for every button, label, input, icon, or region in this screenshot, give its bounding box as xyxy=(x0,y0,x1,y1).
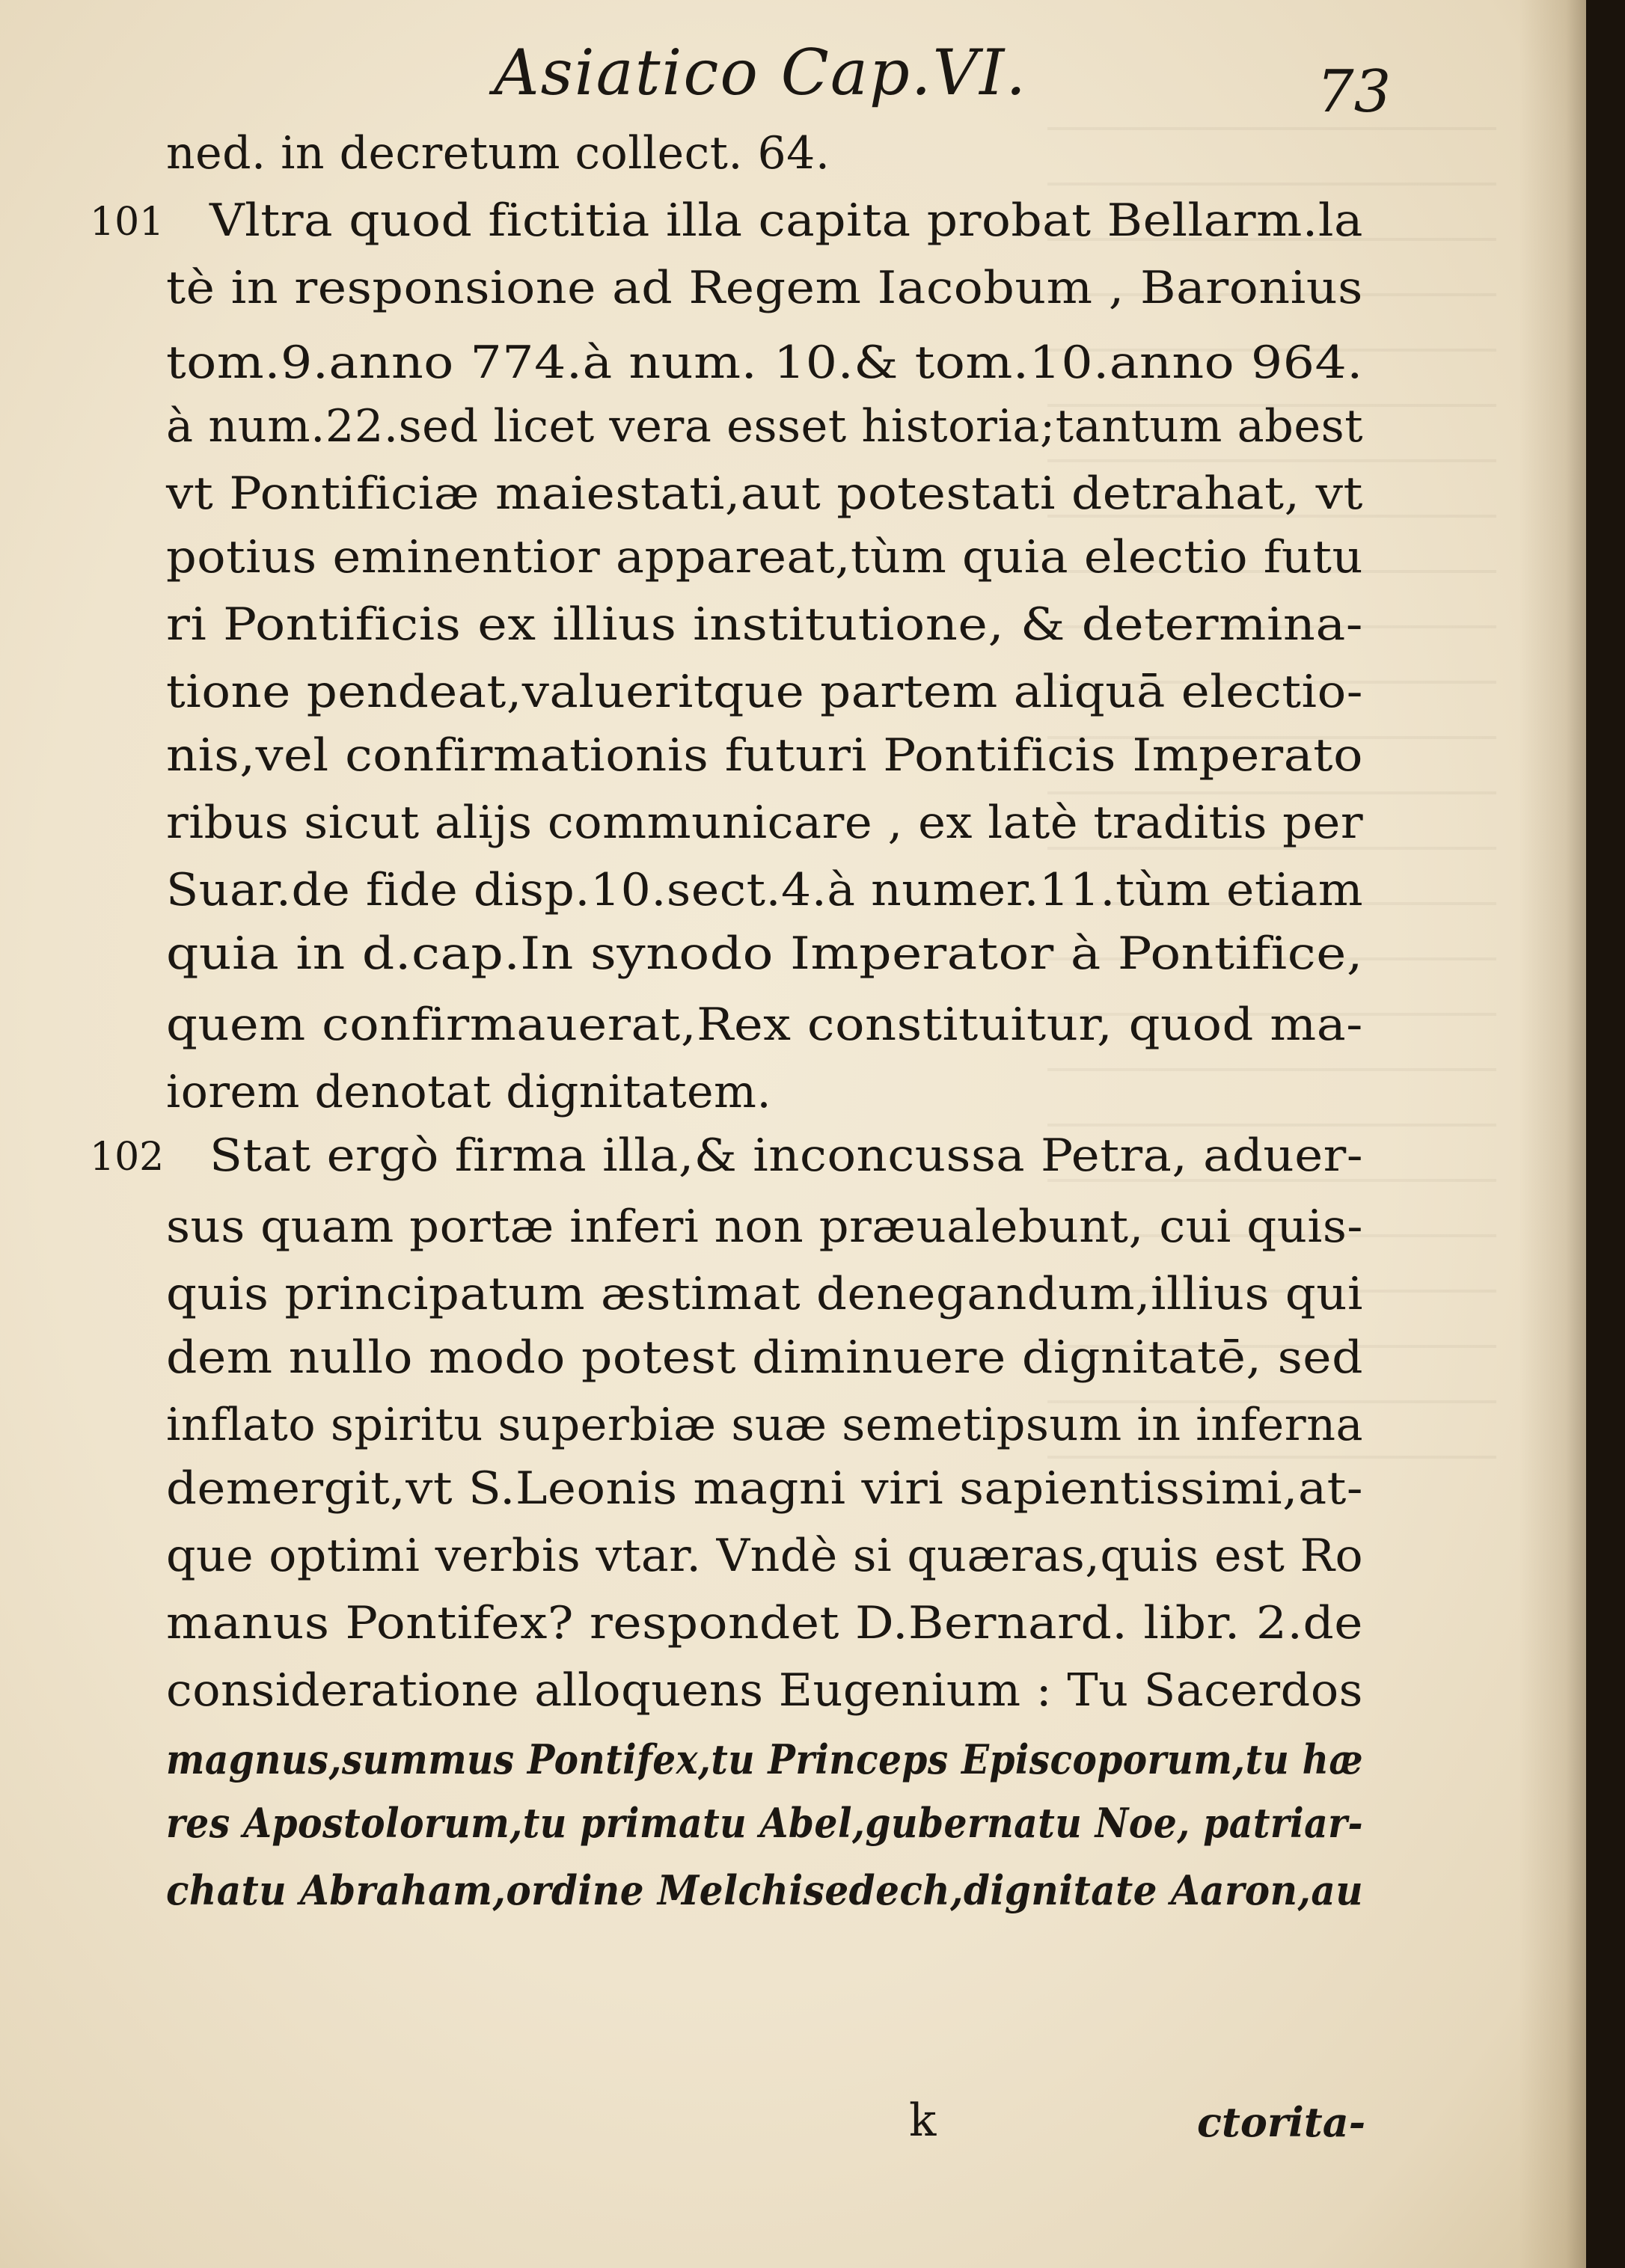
running-head: Asiatico Cap.VI. xyxy=(494,36,1028,109)
text-line: res Apostolorum,tu primatu Abel,gubernatu Noe, patriar- xyxy=(166,1799,1364,1847)
text-line: sus quam portæ inferi non præualebunt, cui quis- xyxy=(166,1201,1364,1253)
text-line: manus Pontifex? respondet D.Bernard. libr. 2.de xyxy=(166,1597,1364,1649)
signature-mark: k xyxy=(909,2094,937,2147)
catchword: ctorita- xyxy=(1197,2098,1366,2146)
text-line: Vltra quod fictitia illa capita probat Bellarm.la xyxy=(209,194,1364,247)
text-line: iorem denotat dignitatem. xyxy=(166,1066,772,1118)
text-line: dem nullo modo potest diminuere dignitatē, sed xyxy=(166,1331,1364,1384)
paragraph-number: 101 xyxy=(90,200,165,245)
text-line: ned. in decretum collect. 64. xyxy=(166,127,830,180)
page-edge-shadow xyxy=(1519,0,1586,2268)
text-line: tom.9.anno 774.à num. 10.& tom.10.anno 964. xyxy=(166,337,1363,389)
text-line: quis principatum æstimat denegandum,illius qui xyxy=(166,1268,1363,1320)
text-line: nis,vel confirmationis futuri Pontificis Imperato xyxy=(166,729,1364,782)
text-line: quia in d.cap.In synodo Imperator à Pontifice, xyxy=(166,928,1364,980)
paragraph-number: 102 xyxy=(90,1135,165,1180)
text-line: ribus sicut alijs communicare , ex latè traditis per xyxy=(166,797,1364,849)
text-line: à num.22.sed licet vera esset historia;tantum abest xyxy=(166,400,1364,453)
text-line: potius eminentior appareat,tùm quia electio futu xyxy=(166,531,1363,583)
text-line: Stat ergò firma illa,& inconcussa Petra, aduer- xyxy=(209,1130,1364,1182)
text-line: inflato spiritu superbiæ suæ semetipsum in inferna xyxy=(166,1399,1364,1451)
text-line: tione pendeat,valueritque partem aliquā electio- xyxy=(166,666,1363,718)
text-line: magnus,summus Pontifex,tu Princeps Episcoporum,tu hæ xyxy=(166,1735,1364,1783)
text-line: quem confirmauerat,Rex constituitur, quod ma- xyxy=(166,999,1363,1051)
text-line: tè in responsione ad Regem Iacobum , Baronius xyxy=(166,262,1363,314)
text-line: que optimi verbis vtar. Vndè si quæras,quis est Ro xyxy=(166,1530,1364,1582)
text-line: consideratione alloquens Eugenium : Tu Sacerdos xyxy=(166,1664,1363,1717)
text-line: vt Pontificiæ maiestati,aut potestati detrahat, vt xyxy=(166,468,1363,520)
show-through-texture xyxy=(1047,112,1496,1459)
page-number: 73 xyxy=(1317,58,1392,126)
text-line: demergit,vt S.Leonis magni viri sapientissimi,at- xyxy=(166,1462,1364,1515)
text-line: Suar.de fide disp.10.sect.4.à numer.11.tùm etiam xyxy=(166,864,1364,916)
text-line: chatu Abraham,ordine Melchisedech,dignitate Aaron,au xyxy=(166,1866,1364,1914)
text-line: ri Pontificis ex illius institutione, & determina- xyxy=(166,598,1364,651)
